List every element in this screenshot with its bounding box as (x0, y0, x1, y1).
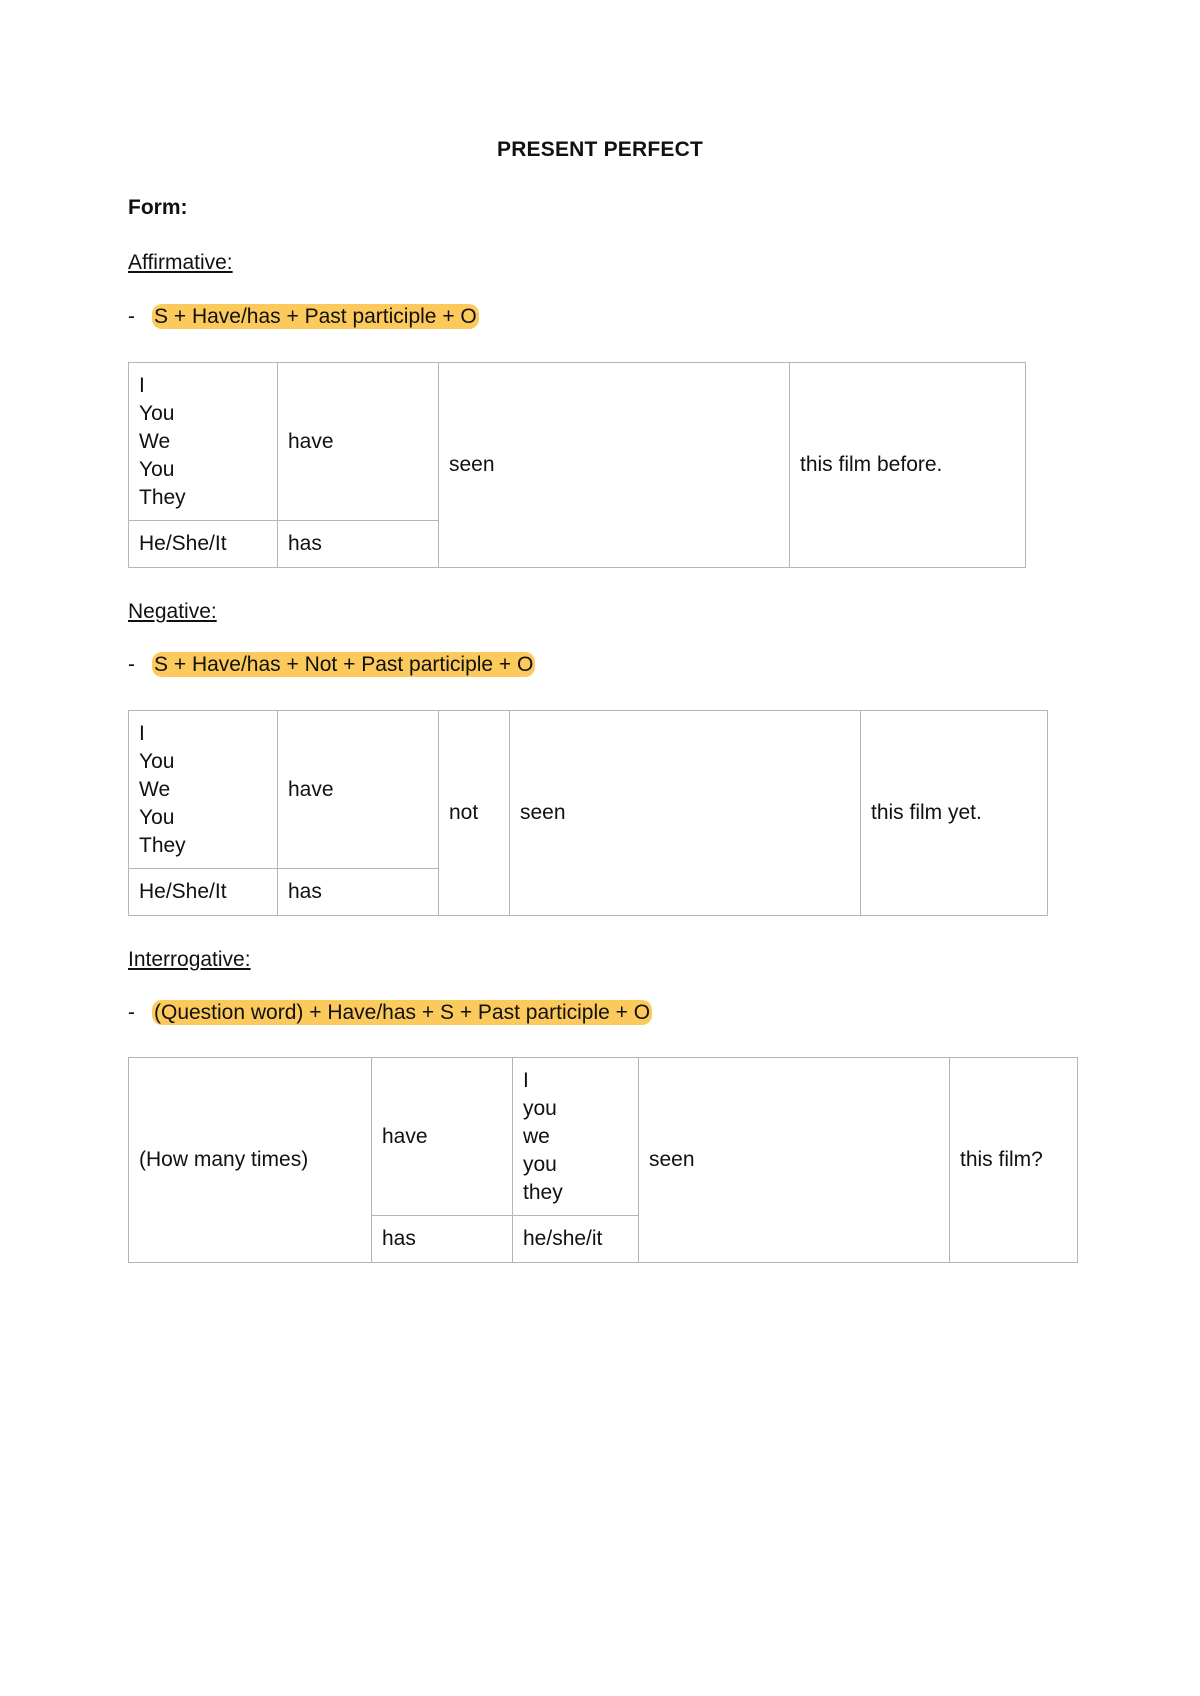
interrogative-formula (128, 1001, 652, 1025)
interrogative-formula-text: (Question word) + Have/has + S + Past participle + O (154, 1001, 651, 1024)
pronoun: I (139, 373, 145, 397)
aux-have-cell: have (278, 711, 439, 869)
pronoun: I (139, 721, 145, 745)
interrogative-table (128, 1057, 1078, 1263)
pronoun-list-cell (513, 1058, 639, 1216)
pronoun: We (139, 777, 171, 801)
object-cell: this film yet. (861, 711, 1048, 916)
pronoun: you (523, 1152, 557, 1176)
pronoun: we (523, 1124, 550, 1148)
third-person-cell: he/she/it (513, 1216, 639, 1263)
pronoun: They (139, 833, 186, 857)
pronoun: I (523, 1068, 529, 1092)
pronoun-list-cell (129, 711, 278, 869)
page-title: PRESENT PERFECT (496, 138, 704, 161)
not-cell: not (439, 711, 510, 916)
affirmative-formula-text: S + Have/has + Past participle + O (154, 305, 477, 328)
pronoun: They (139, 485, 186, 509)
affirmative-formula (128, 305, 479, 329)
negative-label: Negative: (128, 600, 217, 623)
aux-have-cell: have (278, 363, 439, 521)
third-person-cell: He/She/It (129, 869, 278, 916)
pronoun: We (139, 429, 171, 453)
pronoun: they (523, 1180, 563, 1204)
third-person-cell: He/She/It (129, 521, 278, 568)
participle-cell: seen (639, 1058, 950, 1263)
object-cell: this film before. (790, 363, 1026, 568)
negative-table (128, 710, 1048, 916)
negative-formula-text: S + Have/has + Not + Past participle + O (154, 653, 534, 676)
participle-cell: seen (439, 363, 790, 568)
pronoun-list-cell (129, 363, 278, 521)
object-cell: this film? (950, 1058, 1078, 1263)
pronoun: You (139, 457, 175, 481)
aux-have-cell: have (372, 1058, 513, 1216)
aux-has-cell: has (372, 1216, 513, 1263)
bullet-dash: - (128, 653, 135, 676)
pronoun: you (523, 1096, 557, 1120)
question-word-cell: (How many times) (129, 1058, 372, 1263)
aux-has-cell: has (278, 521, 439, 568)
participle-cell: seen (510, 711, 861, 916)
pronoun: You (139, 805, 175, 829)
affirmative-label: Affirmative: (128, 251, 233, 274)
interrogative-label: Interrogative: (128, 948, 251, 971)
aux-has-cell: has (278, 869, 439, 916)
pronoun: You (139, 401, 175, 425)
negative-formula (128, 653, 535, 677)
pronoun: You (139, 749, 175, 773)
form-label: Form: (128, 196, 188, 219)
affirmative-table (128, 362, 1026, 568)
bullet-dash: - (128, 1001, 135, 1024)
bullet-dash: - (128, 305, 135, 328)
